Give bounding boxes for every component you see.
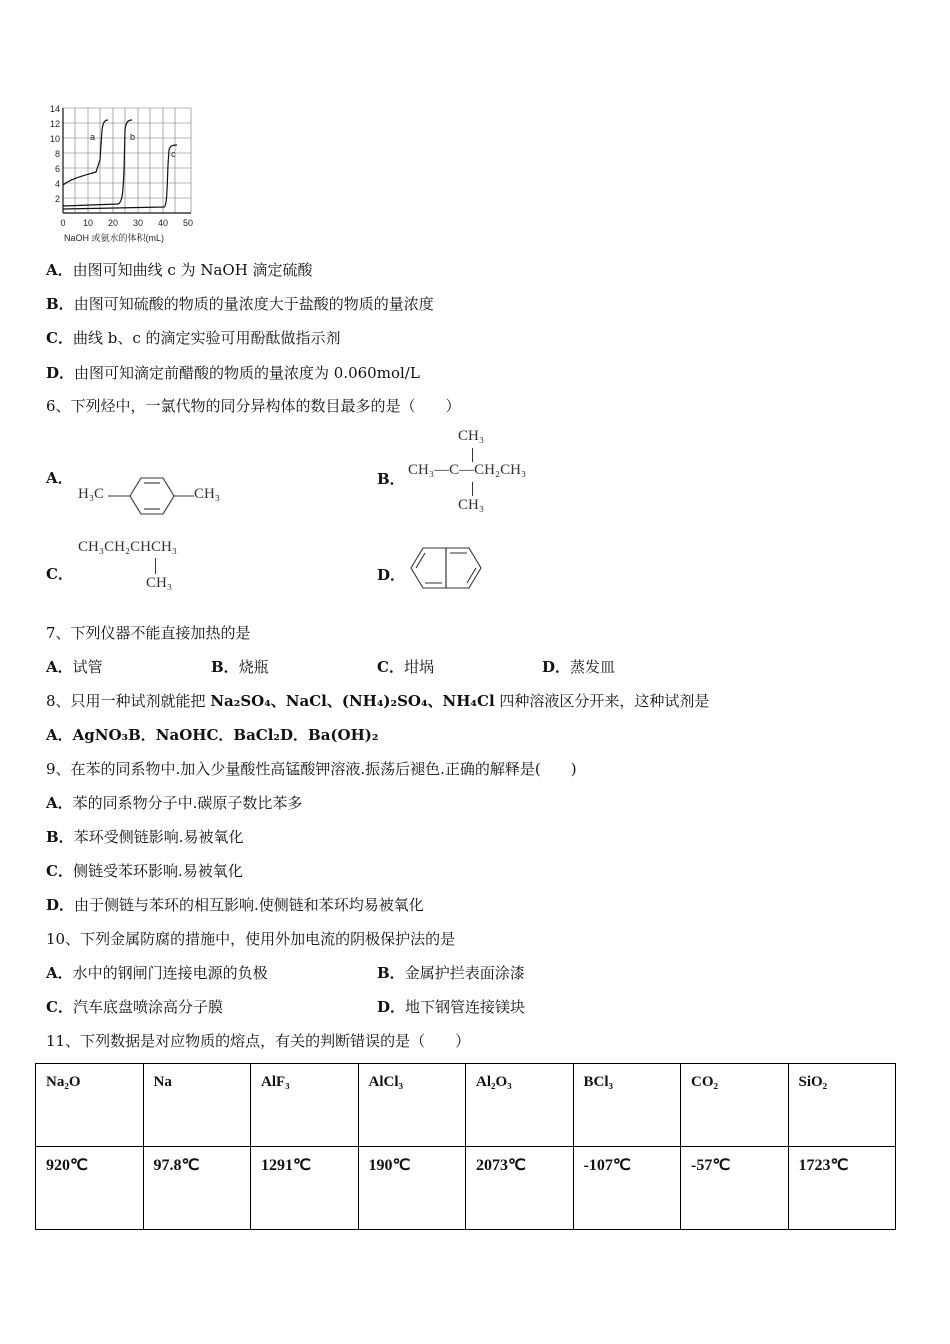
q5-option-c: C．曲线 b、c 的滴定实验可用酚酞做指示剂 <box>46 329 341 347</box>
y-tick: 14 <box>49 104 60 114</box>
curve-label-a: a <box>90 132 96 142</box>
q5-option-a: A．由图可知曲线 c 为 NaOH 滴定硫酸 <box>46 261 313 279</box>
q7-option-d: D．蒸发皿 <box>542 658 616 676</box>
y-tick: 8 <box>54 149 60 159</box>
q6-a-left: H₃C <box>78 486 105 502</box>
curve-label-b: b <box>130 132 136 142</box>
q8-options: A．AgNO₃B．NaOHC．BaCl₂D．Ba(OH)₂ <box>46 726 379 744</box>
table-row-substances <box>36 1064 896 1147</box>
y-tick: 10 <box>49 134 60 144</box>
q7-stem: 7、下列仪器不能直接加热的是 <box>46 624 251 642</box>
q10-option-a: A．水中的钢闸门连接电源的负极 <box>46 964 268 982</box>
x-tick: 20 <box>107 218 119 228</box>
q6-a-benzene-ring <box>108 474 198 518</box>
y-tick: 6 <box>54 164 60 174</box>
q9-option-a: A．苯的同系物分子中.碳原子数比苯多 <box>46 794 303 812</box>
q6-label-a: A． <box>46 469 73 487</box>
table-cell: SiO₂ <box>788 1064 896 1147</box>
q10-option-c: C．汽车底盘喷涂高分子膜 <box>46 998 223 1016</box>
table-cell: BCl₃ <box>573 1064 681 1147</box>
q6-label-c: C． <box>46 565 73 583</box>
y-tick: 2 <box>54 194 60 204</box>
q7-option-c: C．坩埚 <box>377 658 434 676</box>
y-tick: 4 <box>54 179 60 189</box>
table-cell: 920℃ <box>36 1147 144 1230</box>
q8-stem: 8、只用一种试剂就能把 Na₂SO₄、NaCl、(NH₄)₂SO₄、NH₄Cl 四种溶液区分开来，这种试剂是 <box>46 692 710 710</box>
q9-option-b: B．苯环受侧链影响.易被氧化 <box>46 828 244 846</box>
table-cell: -57℃ <box>681 1147 789 1230</box>
q6-b-bond-bottom <box>472 482 473 496</box>
q6-b-top: CH₃ <box>458 428 485 444</box>
table-cell: 2073℃ <box>466 1147 574 1230</box>
q9-option-d: D．由于侧链与苯环的相互影响.使侧链和苯环均易被氧化 <box>46 896 424 914</box>
y-tick: 12 <box>49 119 60 129</box>
x-axis-label: NaOH 或氨水的体积(mL) <box>64 233 165 243</box>
table-cell: AlCl₃ <box>358 1064 466 1147</box>
table-row-melting-points <box>36 1147 896 1230</box>
q10-option-d: D．地下钢管连接镁块 <box>377 998 526 1016</box>
table-cell: 190℃ <box>358 1147 466 1230</box>
q9-stem: 9、在苯的同系物中.加入少量酸性高锰酸钾溶液.振荡后褪色.正确的解释是( ) <box>46 760 577 778</box>
q6-b-bond-top <box>472 448 473 462</box>
x-tick: 0 <box>60 218 66 228</box>
table-cell: -107℃ <box>573 1147 681 1230</box>
table-cell: Al₂O₃ <box>466 1064 574 1147</box>
q6-b-bottom: CH₃ <box>458 497 485 513</box>
x-tick: 50 <box>182 218 194 228</box>
q11-stem: 11、下列数据是对应物质的熔点，有关的判断错误的是（ ） <box>46 1032 471 1050</box>
x-tick: 10 <box>82 218 94 228</box>
q6-stem: 6、下列烃中，一氯代物的同分异构体的数目最多的是（ ） <box>46 397 461 415</box>
x-tick: 30 <box>132 218 144 228</box>
q10-option-b: B．金属护拦表面涂漆 <box>377 964 525 982</box>
curve-label-c: c <box>171 149 176 159</box>
table-cell: Na₂O <box>36 1064 144 1147</box>
table-cell: 1723℃ <box>788 1147 896 1230</box>
q6-a-right: CH₃ <box>194 486 221 502</box>
table-cell: CO₂ <box>681 1064 789 1147</box>
q6-c-main: CH₃CH₂CHCH₃ <box>78 539 178 555</box>
table-cell: Na <box>143 1064 251 1147</box>
q6-c-branch: CH₃ <box>146 575 173 591</box>
curve-a <box>63 120 108 185</box>
table-cell: 1291℃ <box>251 1147 359 1230</box>
q7-option-a: A．试管 <box>46 658 103 676</box>
table-cell: 97.8℃ <box>143 1147 251 1230</box>
titration-graph <box>46 100 206 250</box>
q9-option-c: C．侧链受苯环影响.易被氧化 <box>46 862 243 880</box>
q6-c-bond <box>155 558 156 574</box>
q5-option-d: D．由图可知滴定前醋酸的物质的量浓度为 0.060mol/L <box>46 364 420 382</box>
q6-label-b: B． <box>377 470 405 488</box>
q5-option-b: B．由图可知硫酸的物质的量浓度大于盐酸的物质的量浓度 <box>46 295 434 313</box>
table-cell: AlF₃ <box>251 1064 359 1147</box>
curve-b <box>63 120 132 206</box>
q10-stem: 10、下列金属防腐的措施中，使用外加电流的阴极保护法的是 <box>46 930 456 948</box>
q6-label-d: D． <box>377 566 406 584</box>
x-tick: 40 <box>157 218 169 228</box>
q7-option-b: B．烧瓶 <box>211 658 269 676</box>
q6-b-main: CH₃—C—CH₂CH₃ <box>408 462 527 478</box>
q6-d-naphthalene <box>408 544 488 592</box>
melting-point-table <box>35 1063 896 1230</box>
